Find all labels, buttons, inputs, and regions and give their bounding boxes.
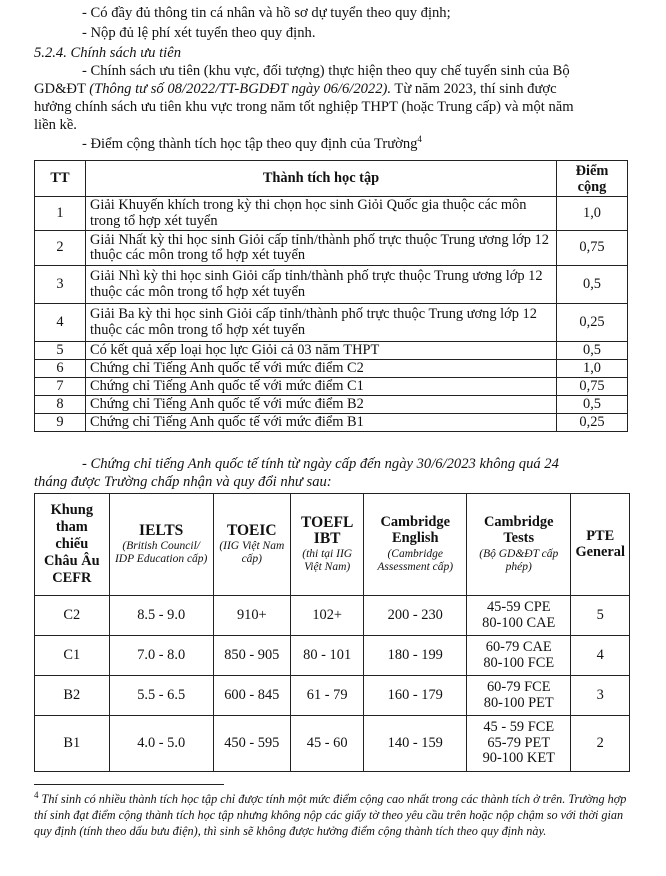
requirement-line-2: - Nộp đủ lệ phí xét tuyển theo quy định.	[82, 25, 316, 41]
row-score: 1,0	[557, 360, 628, 378]
row-achievement: Chứng chỉ Tiếng Anh quốc tế với mức điểm C1	[86, 378, 557, 396]
header-achievement: Thành tích học tập	[86, 161, 557, 197]
header-cambridge-tests	[467, 494, 571, 596]
table-row	[35, 342, 628, 360]
cambridge-test-line: 80-100 CAE	[482, 614, 556, 631]
row-number: 3	[35, 266, 86, 304]
header-sub: (thi tại IIG Việt Nam)	[302, 548, 353, 573]
cambridge-test-line: 45-59 CPE	[486, 599, 551, 615]
cambridge-english-cell: 140 - 159	[364, 716, 467, 772]
certificate-note-line-2: tháng được Trường chấp nhận và quy đổi như sau:	[34, 474, 332, 490]
row-score: 0,5	[557, 342, 628, 360]
header-sub: (Cambridge Assessment cấp)	[377, 548, 454, 573]
paragraph-2	[82, 136, 422, 153]
table-header-row	[35, 494, 630, 596]
table-row	[35, 716, 630, 772]
row-number: 1	[35, 197, 86, 231]
row-achievement: Giải Khuyến khích trong kỳ thi chọn học sinh Giỏi Quốc gia thuộc các môn trong tổ hợp xét tuyển	[86, 197, 557, 231]
toeic-cell: 850 - 905	[213, 636, 290, 676]
row-number: 2	[35, 231, 86, 266]
pte-cell: 4	[571, 636, 630, 676]
footnote-text: Thí sinh có nhiều thành tích học tập chỉ được tính một mức điểm cộng cao nhất trong các thành tích ở trên. Trường hợp thí sinh đạt điểm cộng thành tích học tập nhưng không nộp các giấy tờ theo yêu cầu trên hoặc nộp chậm so với thời gian quy định (tính theo dấu bưu điện), thì sinh sẽ không được hưởng điểm cộng thành tích theo quy định này.	[34, 792, 627, 838]
header-sub: (Bộ GD&ĐT cấp phép)	[479, 548, 559, 573]
row-achievement: Giải Nhất kỳ thi học sinh Giỏi cấp tỉnh/thành phố trực thuộc Trung ương lớp 12 thuộc các môn trong tổ hợp xét tuyển	[86, 231, 557, 266]
table-row	[35, 266, 628, 304]
header-sub: (IIG Việt Nam cấp)	[219, 540, 285, 566]
table-row	[35, 197, 628, 231]
row-achievement: Chứng chỉ Tiếng Anh quốc tế với mức điểm B2	[86, 396, 557, 414]
header-title: IELTS	[139, 521, 184, 539]
table-row	[35, 414, 628, 432]
toeic-cell: 450 - 595	[213, 716, 290, 772]
header-title: Khung tham chiếu Châu Âu CEFR	[44, 502, 100, 586]
paragraph-1-line-a: - Chính sách ưu tiên (khu vực, đối tượng) thực hiện theo quy chế tuyển sinh của Bộ	[82, 63, 570, 79]
cambridge-english-cell: 180 - 199	[364, 636, 467, 676]
toeic-cell: 600 - 845	[213, 676, 290, 716]
header-title: PTE General	[575, 528, 626, 560]
paragraph-1-line-d: liền kề.	[34, 117, 77, 133]
table-row	[35, 378, 628, 396]
requirement-line-1: - Có đầy đủ thông tin cá nhân và hồ sơ dự tuyển theo quy định;	[82, 5, 451, 21]
header-toefl	[290, 494, 364, 596]
footnote-mark: 4	[417, 134, 422, 145]
pte-cell: 3	[571, 676, 630, 716]
ielts-cell: 8.5 - 9.0	[109, 596, 213, 636]
pte-cell: 5	[571, 596, 630, 636]
header-toeic	[213, 494, 290, 596]
header-cefr	[35, 494, 110, 596]
header-title: Cambridge Tests	[483, 514, 554, 546]
cambridge-tests-cell	[467, 596, 571, 636]
header-ielts	[109, 494, 213, 596]
row-score: 0,5	[557, 266, 628, 304]
table-row	[35, 231, 628, 266]
header-cambridge-english	[364, 494, 467, 596]
english-conversion-table	[34, 493, 630, 772]
header-title: TOEIC	[226, 521, 277, 539]
table-row	[35, 596, 630, 636]
certificate-note-line-1: - Chứng chỉ tiếng Anh quốc tế tính từ ngày cấp đến ngày 30/6/2023 không quá 24	[82, 456, 559, 472]
footnote	[34, 791, 634, 839]
header-sub: (British Council/ IDP Education cấp)	[114, 540, 208, 566]
header-title: Cambridge English	[380, 514, 451, 546]
row-number: 4	[35, 304, 86, 342]
header-title: TOEFL IBT	[301, 514, 354, 547]
cambridge-tests-cell	[467, 636, 571, 676]
row-score: 0,5	[557, 396, 628, 414]
table-row	[35, 396, 628, 414]
ielts-cell: 4.0 - 5.0	[109, 716, 213, 772]
cefr-cell: B2	[35, 676, 110, 716]
cambridge-test-line: 80-100 FCE	[483, 654, 555, 671]
table-row	[35, 304, 628, 342]
row-score: 0,25	[557, 304, 628, 342]
cambridge-test-line: 60-79 FCE	[486, 679, 551, 695]
row-score: 0,75	[557, 231, 628, 266]
toefl-cell: 102+	[290, 596, 364, 636]
row-number: 7	[35, 378, 86, 396]
row-achievement: Chứng chỉ Tiếng Anh quốc tế với mức điểm B1	[86, 414, 557, 432]
cambridge-tests-cell	[467, 676, 571, 716]
table-header-row	[35, 161, 628, 197]
header-pte	[571, 494, 630, 596]
paragraph-1-line-c: hưởng chính sách ưu tiên khu vực trong năm tốt nghiệp THPT (hoặc Trung cấp) và một năm	[34, 99, 574, 115]
footnote-divider	[34, 784, 224, 785]
paragraph-1-line-b	[34, 81, 557, 98]
row-score: 0,75	[557, 378, 628, 396]
toefl-cell: 61 - 79	[290, 676, 364, 716]
table-row	[35, 360, 628, 378]
row-number: 9	[35, 414, 86, 432]
row-score: 0,25	[557, 414, 628, 432]
row-achievement: Giải Nhì kỳ thi học sinh Giỏi cấp tỉnh/thành phố trực thuộc Trung ương lớp 12 thuộc các môn trong tổ hợp xét tuyển	[86, 266, 557, 304]
cambridge-test-line: 60-79 CAE	[485, 639, 552, 655]
cambridge-test-line: 80-100 PET	[483, 694, 554, 711]
cambridge-english-cell: 200 - 230	[364, 596, 467, 636]
toefl-cell: 80 - 101	[290, 636, 364, 676]
table-row	[35, 636, 630, 676]
ielts-cell: 5.5 - 6.5	[109, 676, 213, 716]
footnote-number: 4	[34, 789, 39, 800]
paragraph-1-text-cont: Từ năm 2023, thí sinh được	[391, 81, 557, 97]
header-tt: TT	[35, 161, 86, 197]
cambridge-english-cell: 160 - 179	[364, 676, 467, 716]
row-achievement: Có kết quả xếp loại học lực Giỏi cả 03 năm THPT	[86, 342, 557, 360]
row-achievement: Chứng chỉ Tiếng Anh quốc tế với mức điểm C2	[86, 360, 557, 378]
cambridge-test-line: 65-79 PET	[487, 734, 551, 751]
cefr-cell: B1	[35, 716, 110, 772]
cambridge-test-line: 45 - 59 FCE	[483, 719, 555, 736]
cambridge-test-line: 90-100 KET	[482, 750, 555, 767]
row-score: 1,0	[557, 197, 628, 231]
achievement-table	[34, 160, 628, 432]
cambridge-tests-cell	[467, 716, 571, 772]
table-row	[35, 676, 630, 716]
pte-cell: 2	[571, 716, 630, 772]
header-score: Điểm cộng	[557, 161, 628, 197]
toefl-cell: 45 - 60	[290, 716, 364, 772]
row-achievement: Giải Ba kỳ thi học sinh Giỏi cấp tỉnh/thành phố trực thuộc Trung ương lớp 12 thuộc các môn trong tổ hợp xét tuyển	[86, 304, 557, 342]
row-number: 5	[35, 342, 86, 360]
cefr-cell: C2	[35, 596, 110, 636]
paragraph-1-text: GD&ĐT	[34, 81, 90, 97]
toeic-cell: 910+	[213, 596, 290, 636]
section-heading: 5.2.4. Chính sách ưu tiên	[34, 45, 181, 61]
ielts-cell: 7.0 - 8.0	[109, 636, 213, 676]
cefr-cell: C1	[35, 636, 110, 676]
paragraph-2-text: - Điểm cộng thành tích học tập theo quy định của Trường	[82, 136, 418, 152]
row-number: 6	[35, 360, 86, 378]
circular-reference: (Thông tư số 08/2022/TT-BGDĐT ngày 06/6/2022).	[89, 81, 392, 97]
row-number: 8	[35, 396, 86, 414]
